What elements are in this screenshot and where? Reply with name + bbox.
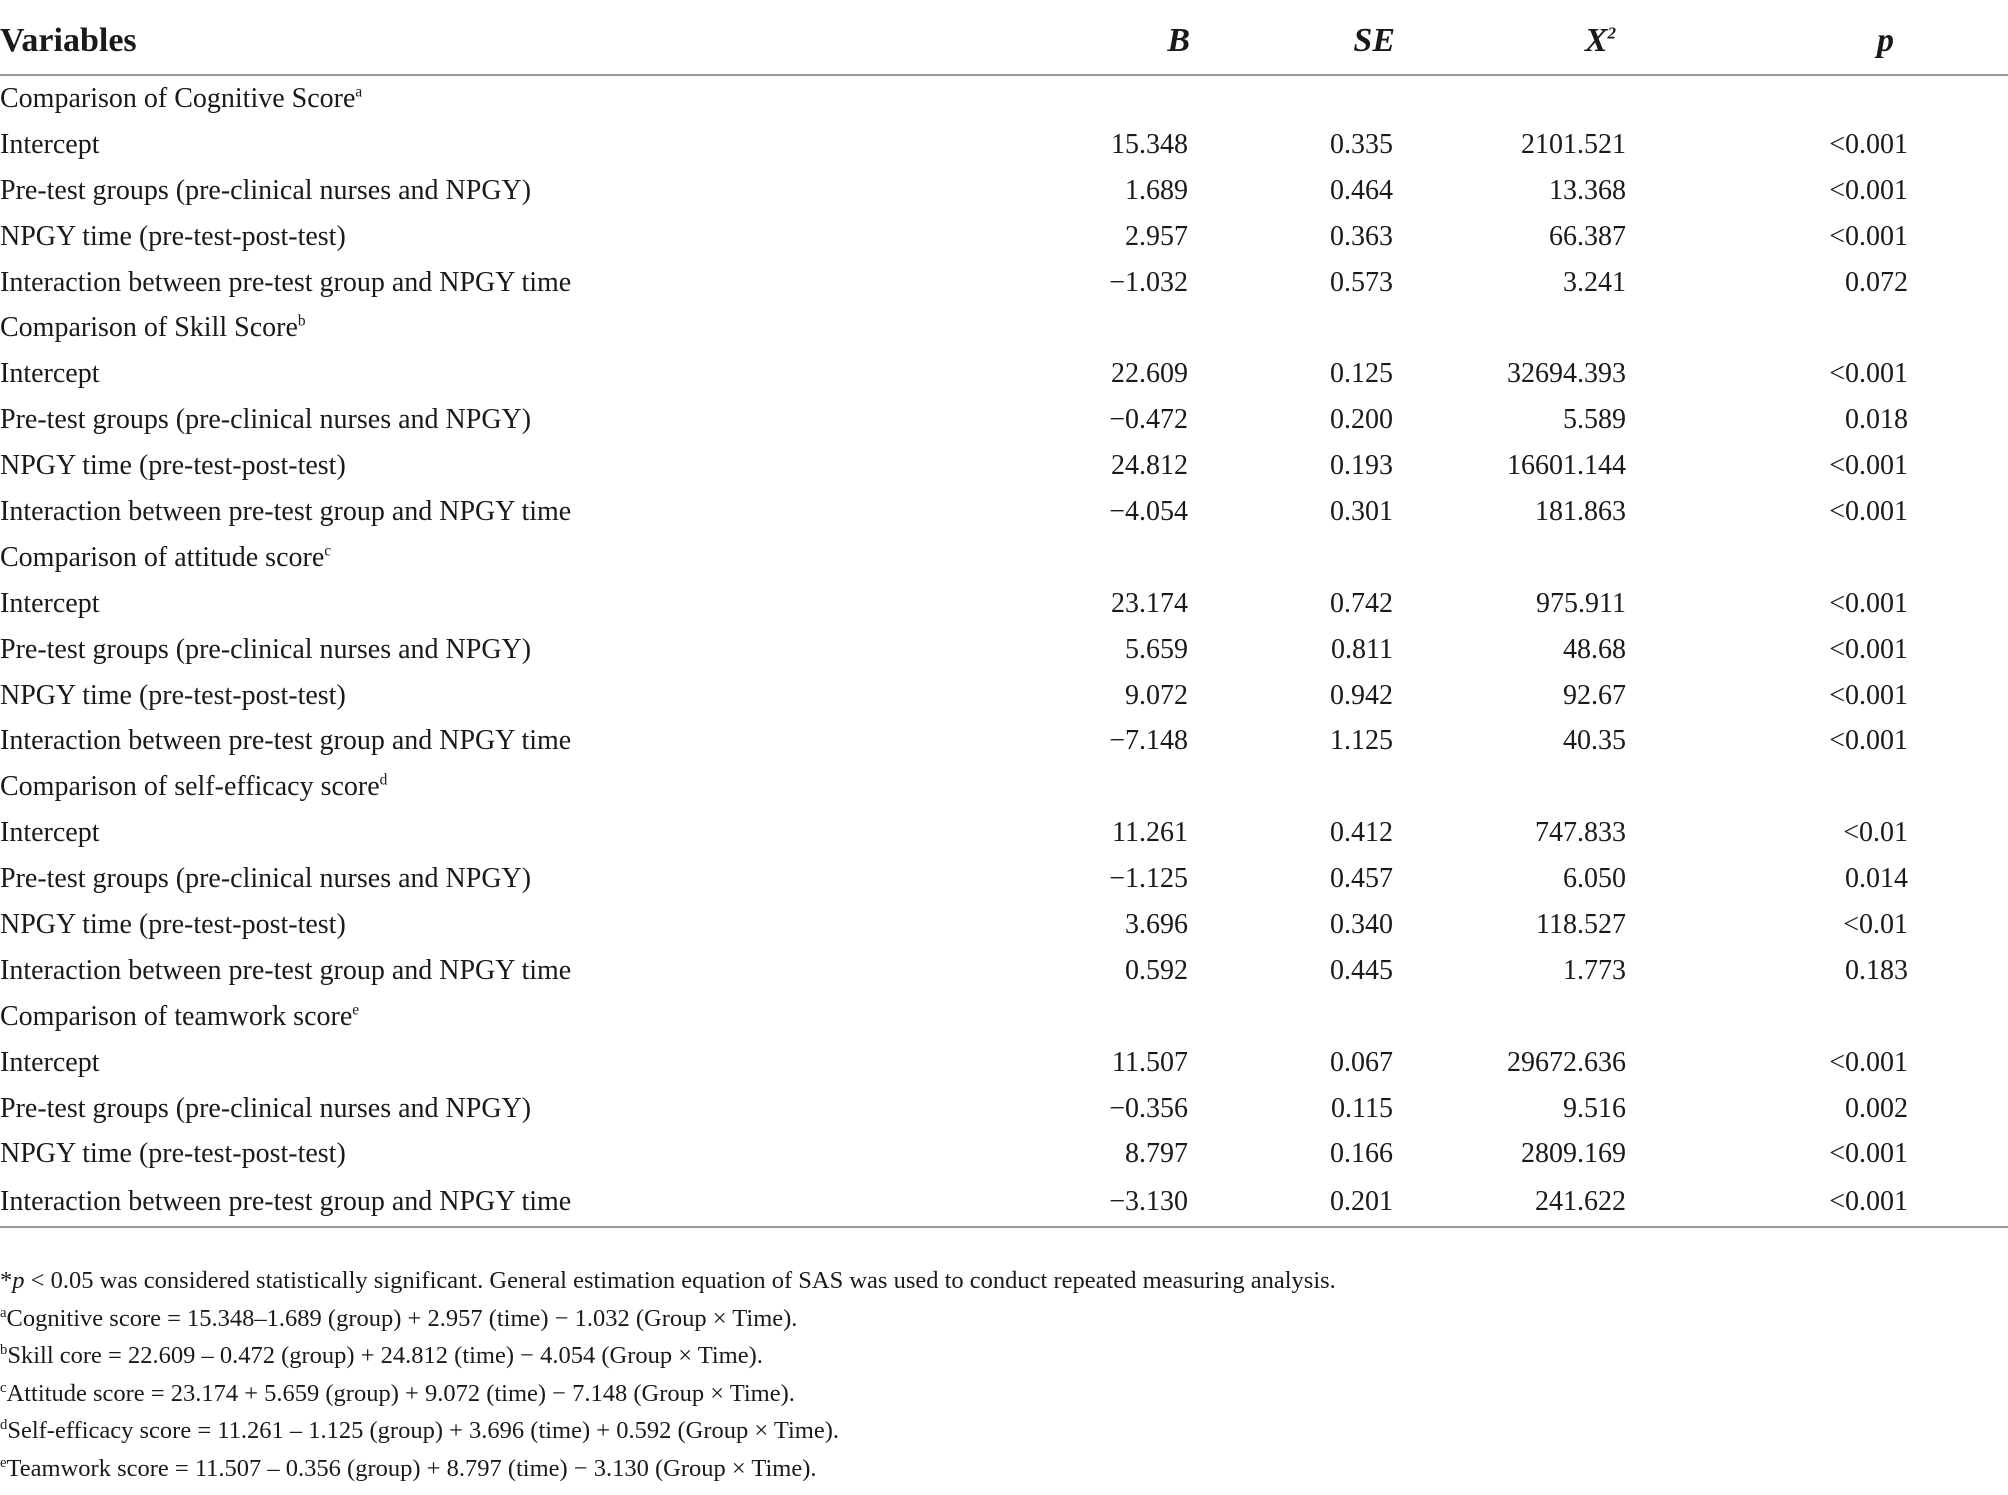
cell-x2: 747.833 bbox=[1535, 817, 1626, 849]
cell-p: <0.001 bbox=[1829, 1138, 1908, 1170]
cell-p: <0.001 bbox=[1829, 725, 1908, 757]
table-row bbox=[0, 673, 2008, 719]
cell-b: 8.797 bbox=[1125, 1138, 1188, 1170]
significance-text: < 0.05 was considered statistically significant. General estimation equation of SAS was used to conduct repeated measuring analysis. bbox=[24, 1267, 1336, 1294]
cell-variable: Intercept bbox=[0, 587, 100, 619]
cell-x2: 241.622 bbox=[1443, 1177, 1690, 1227]
cell-b: 15.348 bbox=[1111, 128, 1188, 160]
table-row bbox=[0, 810, 2008, 856]
cell-variable: NPGY time (pre-test-post-test) bbox=[0, 908, 346, 940]
section-footnote-marker: c bbox=[324, 542, 332, 560]
cell-variable: Pre-test groups (pre-clinical nurses and NPGY) bbox=[0, 863, 532, 895]
cell-x2: 975.911 bbox=[1536, 587, 1626, 619]
cell-p: <0.001 bbox=[1829, 1046, 1908, 1078]
section-title bbox=[0, 305, 2008, 351]
cell-se: 0.742 bbox=[1330, 587, 1393, 619]
table-row bbox=[0, 581, 2008, 627]
footnote bbox=[0, 1375, 2000, 1413]
table-row bbox=[0, 948, 2008, 994]
section-header-row bbox=[0, 535, 2008, 581]
section-header-row bbox=[0, 75, 2008, 122]
cell-x2: 1.773 bbox=[1563, 954, 1626, 986]
section-footnote-marker: e bbox=[352, 1001, 360, 1019]
table-row bbox=[0, 122, 2008, 168]
footnote-text: Attitude score = 23.174 + 5.659 (group) + 9.072 (time) − 7.148 (Group × Time). bbox=[6, 1379, 795, 1407]
table-row bbox=[0, 856, 2008, 902]
table-row bbox=[0, 627, 2008, 673]
header-x2-sup: 2 bbox=[1607, 23, 1616, 43]
section-title-text: Comparison of Cognitive Score bbox=[0, 82, 356, 114]
section-title-text: Comparison of teamwork score bbox=[0, 1000, 353, 1032]
cell-variable: Interaction between pre-test group and NPGY time bbox=[0, 954, 572, 986]
cell-se: 0.201 bbox=[1208, 1177, 1443, 1227]
cell-p: <0.001 bbox=[1829, 220, 1908, 252]
section-title-text: Comparison of self-efficacy score bbox=[0, 771, 380, 803]
cell-x2: 32694.393 bbox=[1507, 358, 1626, 390]
cell-variable: NPGY time (pre-test-post-test) bbox=[0, 1138, 346, 1170]
cell-se: 0.457 bbox=[1330, 863, 1393, 895]
cell-variable: Interaction between pre-test group and NPGY time bbox=[0, 266, 572, 298]
table-row bbox=[0, 718, 2008, 764]
significance-note bbox=[0, 1262, 2000, 1300]
cell-variable: NPGY time (pre-test-post-test) bbox=[0, 450, 346, 482]
cell-b: 2.957 bbox=[1125, 220, 1188, 252]
cell-x2: 13.368 bbox=[1549, 174, 1626, 206]
cell-b: 11.507 bbox=[1112, 1046, 1188, 1078]
cell-se: 0.301 bbox=[1330, 495, 1393, 527]
footnote bbox=[0, 1337, 2000, 1375]
cell-variable: Intercept bbox=[0, 128, 100, 160]
cell-b: −1.125 bbox=[1109, 863, 1188, 895]
cell-x2: 9.516 bbox=[1563, 1092, 1626, 1124]
header-p: p bbox=[1690, 8, 2008, 75]
cell-variable: NPGY time (pre-test-post-test) bbox=[0, 220, 346, 252]
cell-p: 0.183 bbox=[1845, 954, 1908, 986]
table-body bbox=[0, 75, 2008, 1227]
footnote-marker: c bbox=[0, 1379, 7, 1396]
cell-p: <0.001 bbox=[1829, 587, 1908, 619]
header-se: SE bbox=[1208, 8, 1443, 75]
cell-se: 0.067 bbox=[1330, 1046, 1393, 1078]
cell-x2: 2809.169 bbox=[1521, 1138, 1626, 1170]
cell-variable: Pre-test groups (pre-clinical nurses and NPGY) bbox=[0, 633, 532, 665]
cell-x2: 5.589 bbox=[1563, 404, 1626, 436]
header-b: B bbox=[1020, 8, 1208, 75]
cell-x2: 3.241 bbox=[1563, 266, 1626, 298]
table-row bbox=[0, 214, 2008, 260]
cell-variable: Pre-test groups (pre-clinical nurses and NPGY) bbox=[0, 404, 532, 436]
cell-x2: 181.863 bbox=[1535, 495, 1626, 527]
cell-b: 23.174 bbox=[1111, 587, 1188, 619]
cell-p: <0.01 bbox=[1843, 908, 1908, 940]
footnote bbox=[0, 1300, 2000, 1338]
table-row bbox=[0, 489, 2008, 535]
footnote-text: Skill core = 22.609 – 0.472 (group) + 24.812 (time) − 4.054 (Group × Time). bbox=[7, 1342, 763, 1369]
footnote-text: Cognitive score = 15.348–1.689 (group) + 2.957 (time) − 1.032 (Group × Time). bbox=[6, 1304, 798, 1332]
cell-x2: 48.68 bbox=[1563, 633, 1626, 665]
cell-b: −0.356 bbox=[1109, 1092, 1188, 1124]
cell-p: <0.001 bbox=[1829, 633, 1908, 665]
header-variables: Variables bbox=[0, 8, 1020, 75]
cell-p: <0.01 bbox=[1843, 817, 1908, 849]
cell-se: 0.412 bbox=[1330, 817, 1393, 849]
footnote-marker: b bbox=[0, 1341, 8, 1358]
header-x2-base: X bbox=[1584, 22, 1608, 59]
cell-p: <0.001 bbox=[1829, 128, 1908, 160]
statistics-table bbox=[0, 8, 2008, 1228]
footnote-text: Teamwork score = 11.507 – 0.356 (group) + 8.797 (time) − 3.130 (Group × Time). bbox=[6, 1454, 817, 1482]
table-row bbox=[0, 443, 2008, 489]
cell-p: <0.001 bbox=[1829, 495, 1908, 527]
section-header-row bbox=[0, 764, 2008, 810]
footnote-text: Self-efficacy score = 11.261 – 1.125 (group) + 3.696 (time) + 0.592 (Group × Time). bbox=[7, 1417, 839, 1444]
cell-b: 9.072 bbox=[1125, 679, 1188, 711]
table-row bbox=[0, 1040, 2008, 1086]
header-x2 bbox=[1443, 8, 1690, 75]
cell-b: 5.659 bbox=[1125, 633, 1188, 665]
footnote bbox=[0, 1412, 2000, 1450]
section-footnote-marker: b bbox=[297, 313, 306, 331]
cell-variable: Pre-test groups (pre-clinical nurses and NPGY) bbox=[0, 1092, 532, 1124]
cell-x2: 118.527 bbox=[1536, 908, 1626, 940]
cell-p: <0.001 bbox=[1829, 358, 1908, 390]
footnote-marker: e bbox=[0, 1454, 7, 1471]
cell-p: <0.001 bbox=[1829, 450, 1908, 482]
cell-variable: NPGY time (pre-test-post-test) bbox=[0, 679, 346, 711]
cell-variable: Intercept bbox=[0, 1046, 100, 1078]
section-title-text: Comparison of Skill Score bbox=[0, 312, 298, 344]
table-row bbox=[0, 902, 2008, 948]
table-row bbox=[0, 260, 2008, 306]
cell-x2: 66.387 bbox=[1549, 220, 1626, 252]
cell-x2: 2101.521 bbox=[1521, 128, 1626, 160]
cell-b: 11.261 bbox=[1112, 817, 1188, 849]
table-row bbox=[0, 168, 2008, 214]
significance-star: * bbox=[0, 1267, 13, 1294]
cell-se: 0.125 bbox=[1330, 358, 1393, 390]
cell-variable: Intercept bbox=[0, 817, 100, 849]
cell-b: −7.148 bbox=[1109, 725, 1188, 757]
footnote-marker: d bbox=[0, 1416, 8, 1433]
cell-p: 0.018 bbox=[1845, 404, 1908, 436]
table-row bbox=[0, 1086, 2008, 1132]
cell-se: 0.335 bbox=[1330, 128, 1393, 160]
section-header-row bbox=[0, 305, 2008, 351]
cell-p: <0.001 bbox=[1829, 679, 1908, 711]
cell-se: 0.942 bbox=[1330, 679, 1393, 711]
cell-p: 0.002 bbox=[1845, 1092, 1908, 1124]
cell-x2: 40.35 bbox=[1563, 725, 1626, 757]
cell-b: 22.609 bbox=[1111, 358, 1188, 390]
table-row bbox=[0, 1177, 2008, 1227]
cell-se: 0.811 bbox=[1331, 633, 1393, 665]
cell-se: 0.363 bbox=[1330, 220, 1393, 252]
table-row bbox=[0, 397, 2008, 443]
section-header-row bbox=[0, 994, 2008, 1040]
table-row bbox=[0, 1131, 2008, 1177]
cell-p: 0.014 bbox=[1845, 863, 1908, 895]
section-footnote-marker: d bbox=[379, 771, 388, 789]
cell-se: 0.573 bbox=[1330, 266, 1393, 298]
cell-se: 1.125 bbox=[1330, 725, 1393, 757]
cell-b: −3.130 bbox=[1020, 1177, 1208, 1227]
cell-variable: Intercept bbox=[0, 358, 100, 390]
cell-variable: Interaction between pre-test group and NPGY time bbox=[0, 1177, 1020, 1227]
table-header-row bbox=[0, 8, 2008, 75]
cell-b: −4.054 bbox=[1109, 495, 1188, 527]
cell-variable: Interaction between pre-test group and NPGY time bbox=[0, 495, 572, 527]
cell-se: 0.115 bbox=[1331, 1092, 1393, 1124]
cell-x2: 29672.636 bbox=[1507, 1046, 1626, 1078]
section-footnote-marker: a bbox=[355, 83, 363, 101]
footnote-marker: a bbox=[0, 1304, 7, 1321]
cell-se: 0.166 bbox=[1330, 1138, 1393, 1170]
cell-b: −0.472 bbox=[1109, 404, 1188, 436]
cell-b: 0.592 bbox=[1125, 954, 1188, 986]
table-row bbox=[0, 351, 2008, 397]
cell-b: 3.696 bbox=[1125, 908, 1188, 940]
section-title bbox=[0, 764, 2008, 810]
cell-b: 24.812 bbox=[1111, 450, 1188, 482]
section-title bbox=[0, 75, 2008, 122]
cell-se: 0.445 bbox=[1330, 954, 1393, 986]
cell-se: 0.340 bbox=[1330, 908, 1393, 940]
cell-x2: 6.050 bbox=[1563, 863, 1626, 895]
section-title bbox=[0, 994, 2008, 1040]
cell-variable: Pre-test groups (pre-clinical nurses and NPGY) bbox=[0, 174, 532, 206]
cell-se: 0.464 bbox=[1330, 174, 1393, 206]
cell-variable: Interaction between pre-test group and NPGY time bbox=[0, 725, 572, 757]
cell-p: <0.001 bbox=[1690, 1177, 2008, 1227]
footnote bbox=[0, 1450, 2000, 1488]
cell-p: <0.001 bbox=[1829, 174, 1908, 206]
footnote-list bbox=[0, 1300, 2000, 1488]
section-title bbox=[0, 535, 2008, 581]
cell-b: −1.032 bbox=[1109, 266, 1188, 298]
cell-b: 1.689 bbox=[1125, 174, 1188, 206]
section-title-text: Comparison of attitude score bbox=[0, 541, 325, 573]
cell-se: 0.193 bbox=[1330, 450, 1393, 482]
cell-x2: 92.67 bbox=[1563, 679, 1626, 711]
cell-p: 0.072 bbox=[1845, 266, 1908, 298]
cell-x2: 16601.144 bbox=[1507, 450, 1626, 482]
table-notes bbox=[0, 1262, 2000, 1487]
significance-p-symbol: p bbox=[12, 1267, 25, 1294]
cell-se: 0.200 bbox=[1330, 404, 1393, 436]
